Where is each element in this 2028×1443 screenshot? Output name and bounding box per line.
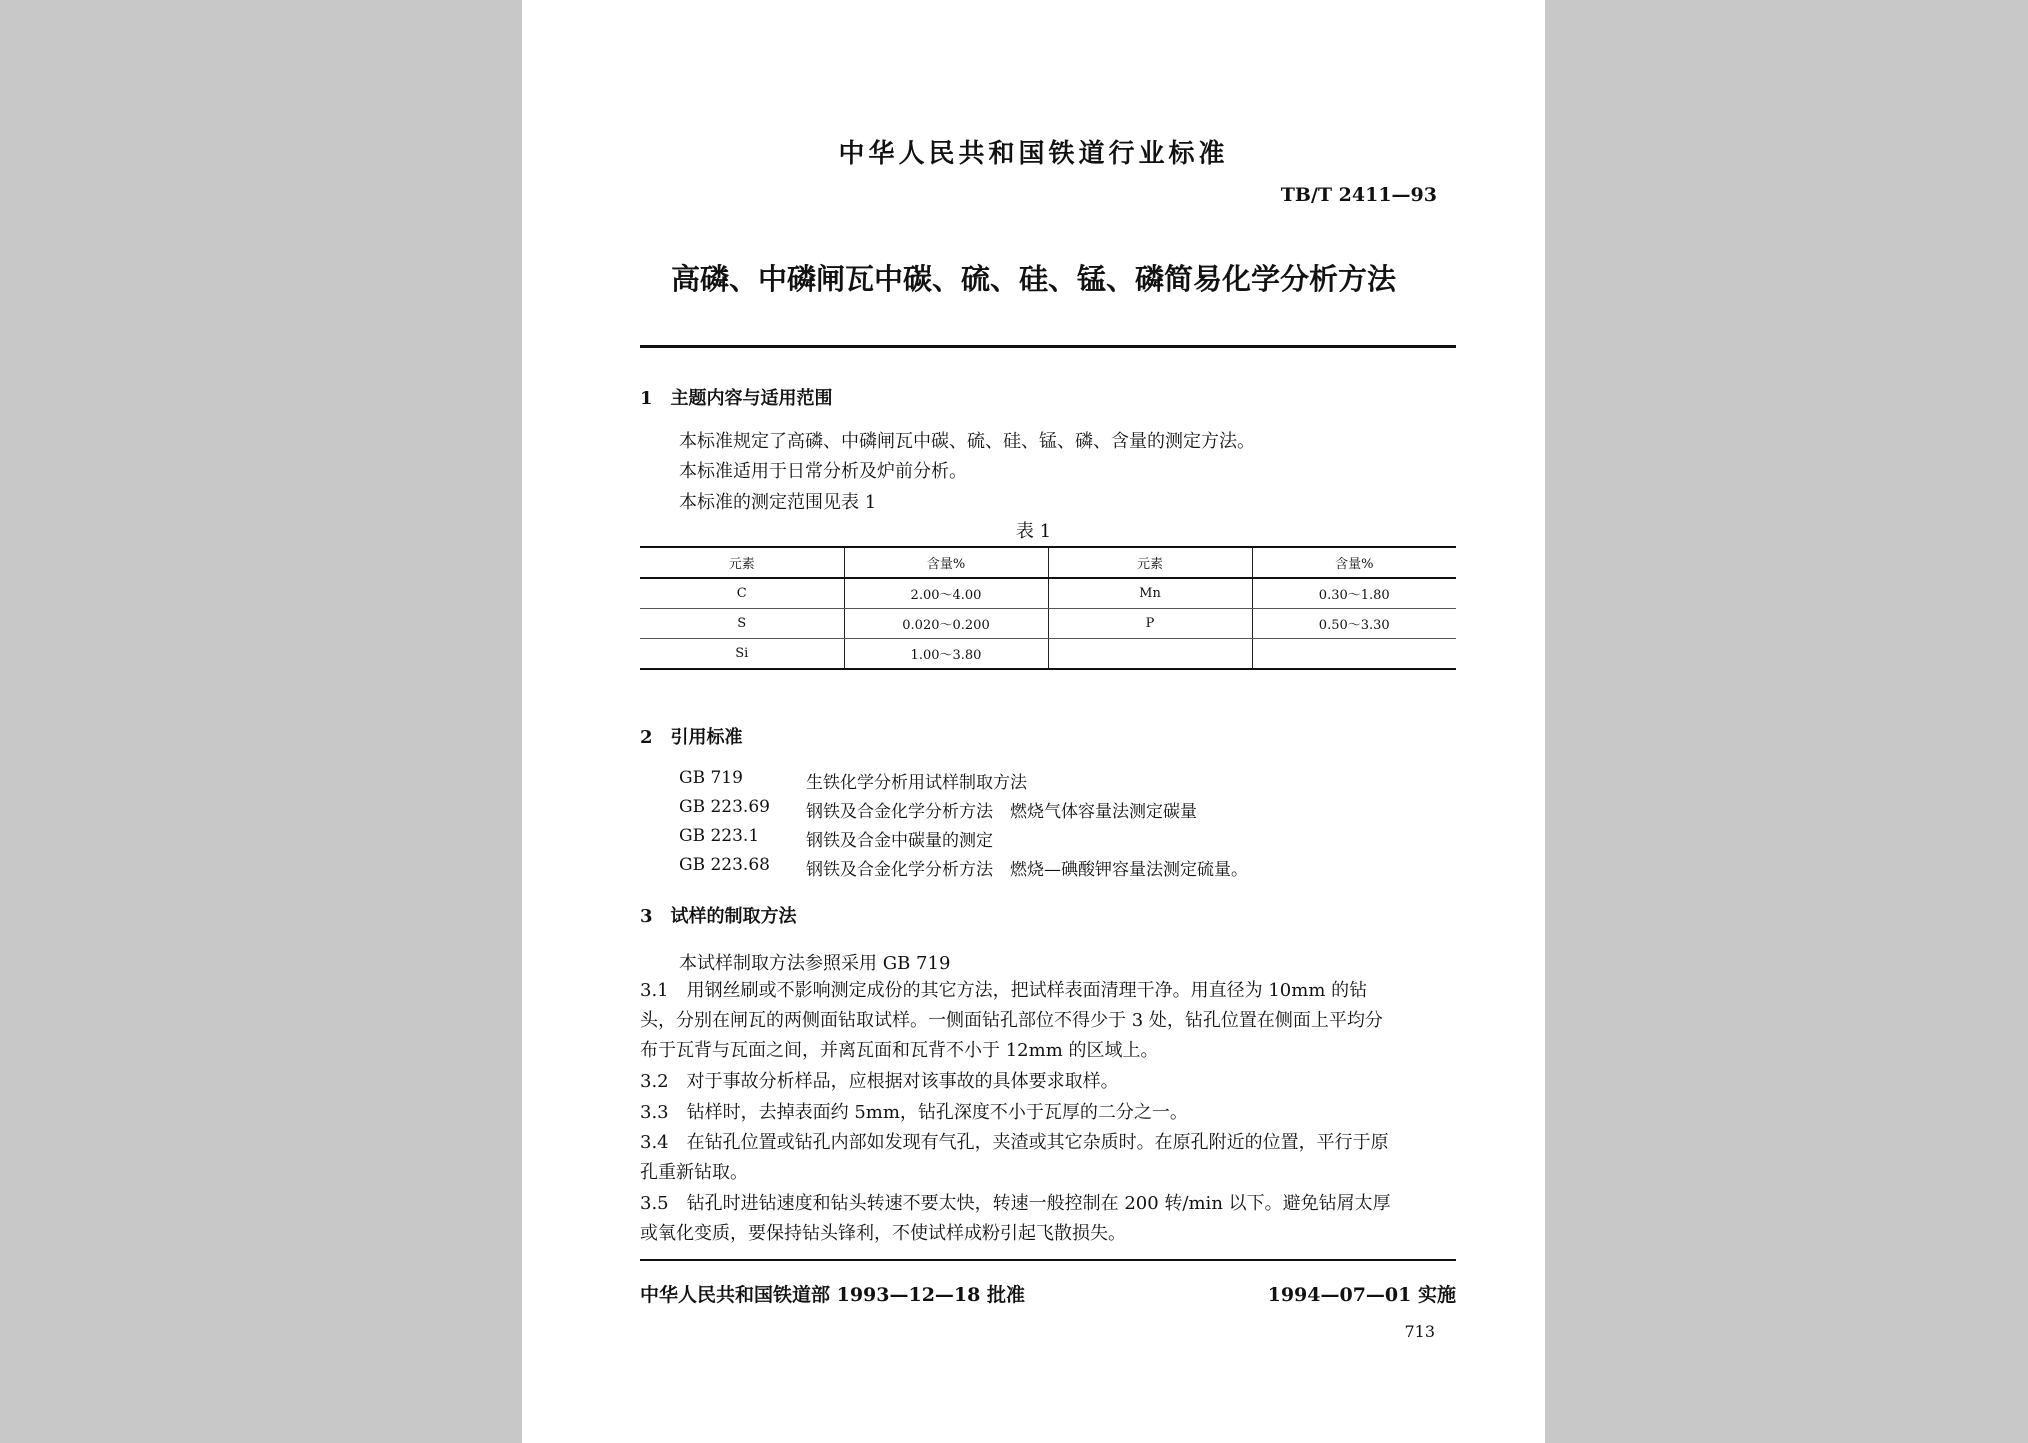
footer-divider (640, 1259, 1456, 1261)
section-1-para-3: 本标准的测定范围见表 1 (679, 492, 877, 513)
table-row (640, 609, 1456, 639)
ref-title: 钢铁及合金化学分析方法 燃烧—碘酸钾容量法测定硫量。 (806, 860, 1248, 880)
section-3-line: 3.5 钻孔时进钻速度和钻头转速不要太快，转速一般控制在 200 转/min 以下。避免钻屑太厚 (640, 1193, 1391, 1214)
section-2-heading: 2 引用标准 (640, 727, 743, 748)
table-cell: P (1048, 609, 1252, 639)
section-3-line: 3.3 钻样时，去掉表面约 5mm，钻孔深度不小于瓦厚的二分之一。 (640, 1102, 1188, 1123)
table-cell (1048, 639, 1252, 670)
table-cell: 2.00～4.00 (844, 578, 1048, 609)
table-cell: 0.30～1.80 (1252, 578, 1456, 609)
document-page (522, 0, 1545, 1443)
table-header-cell: 含量% (844, 547, 1048, 578)
table-cell (1252, 639, 1456, 670)
ref-title: 生铁化学分析用试样制取方法 (806, 773, 1027, 793)
table-cell: 1.00～3.80 (844, 639, 1048, 670)
table-row (640, 639, 1456, 670)
section-3-line: 3.4 在钻孔位置或钻孔内部如发现有气孔，夹渣或其它杂质时。在原孔附近的位置，平行于原 (640, 1132, 1389, 1153)
section-3-line: 孔重新钻取。 (640, 1162, 748, 1183)
title-divider (640, 345, 1456, 348)
page-number: 713 (1404, 1322, 1435, 1341)
approval-line: 中华人民共和国铁道部 1993—12—18 批准 (640, 1284, 1025, 1306)
table-header-cell: 元素 (1048, 547, 1252, 578)
table-row (640, 578, 1456, 609)
section-3-line: 3.1 用钢丝刷或不影响测定成份的其它方法，把试样表面清理干净。用直径为 10mm 的钻 (640, 980, 1368, 1001)
section-3-intro: 本试样制取方法参照采用 GB 719 (679, 953, 951, 974)
section-1-heading: 1 主题内容与适用范围 (640, 388, 833, 409)
table-cell: C (640, 578, 844, 609)
range-table (640, 546, 1456, 670)
table-cell: 0.020～0.200 (844, 609, 1048, 639)
ref-code: GB 223.69 (679, 797, 770, 817)
ref-title: 钢铁及合金化学分析方法 燃烧气体容量法测定碳量 (806, 802, 1197, 822)
table-cell: Si (640, 639, 844, 670)
section-3-line: 3.2 对于事故分析样品，应根据对该事故的具体要求取样。 (640, 1071, 1119, 1092)
table-header-row (640, 547, 1456, 578)
section-3-line: 布于瓦背与瓦面之间，并离瓦面和瓦背不小于 12mm 的区域上。 (640, 1040, 1159, 1061)
table-cell: S (640, 609, 844, 639)
section-1-para-1: 本标准规定了高磷、中磷闸瓦中碳、硫、硅、锰、磷、含量的测定方法。 (679, 431, 1255, 452)
standard-code: TB/T 2411—93 (1280, 184, 1437, 206)
ref-code: GB 719 (679, 768, 743, 788)
section-3-heading: 3 试样的制取方法 (640, 906, 797, 927)
section-3-line: 头，分别在闸瓦的两侧面钻取试样。一侧面钻孔部位不得少于 3 处，钻孔位置在侧面上平均分 (640, 1010, 1383, 1031)
section-1-para-2: 本标准适用于日常分析及炉前分析。 (679, 461, 967, 482)
table-cell: 0.50～3.30 (1252, 609, 1456, 639)
table-header-cell: 含量% (1252, 547, 1456, 578)
issuing-org-header: 中华人民共和国铁道行业标准 (838, 139, 1229, 169)
section-3-line: 或氧化变质，要保持钻头锋利，不使试样成粉引起飞散损失。 (640, 1223, 1126, 1244)
effective-date: 1994—07—01 实施 (1267, 1284, 1456, 1306)
table-header-cell: 元素 (640, 547, 844, 578)
table-cell: Mn (1048, 578, 1252, 609)
ref-code: GB 223.1 (679, 826, 760, 846)
ref-title: 钢铁及合金中碳量的测定 (806, 831, 993, 851)
ref-code: GB 223.68 (679, 855, 770, 875)
document-title: 高磷、中磷闸瓦中碳、硫、硅、锰、磷简易化学分析方法 (670, 262, 1396, 296)
table-caption: 表 1 (1015, 521, 1052, 542)
